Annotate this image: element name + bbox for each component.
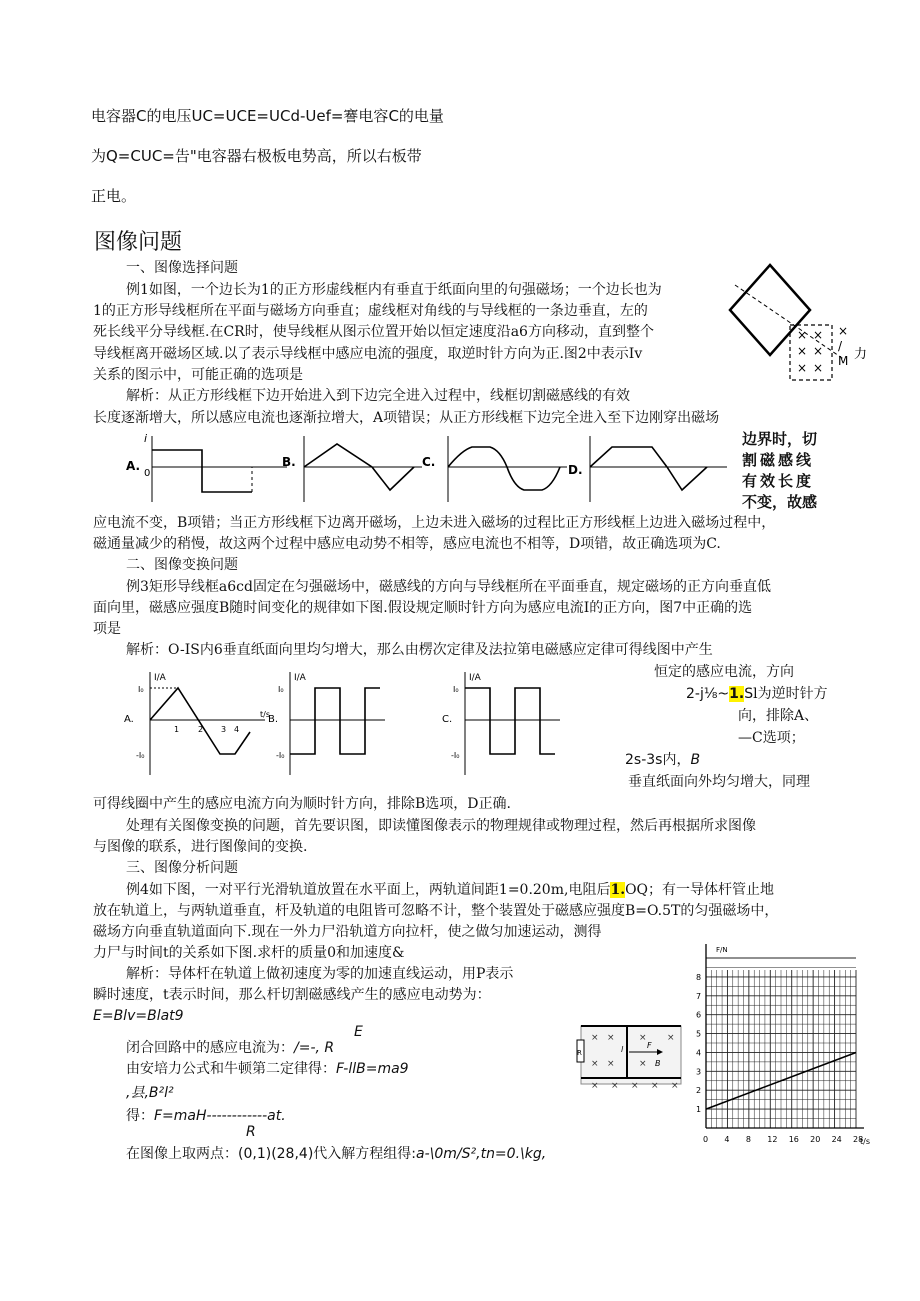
wave-label-d: D. <box>568 463 583 477</box>
sec3-title: 三、图像分析问题 <box>126 860 238 876</box>
sec3-eq3: 由安培力公式和牛顿第二定律得：F-llB=ma9 <box>126 1061 409 1077</box>
svg-text:I/A: I/A <box>469 673 481 683</box>
sec1-p2: 1的正方形导线框所在平面与磁场方向垂直；虚线框对角线的与导线框的一条边垂直，左的 <box>93 303 648 319</box>
sec2-s1: 处理有关图像变换的问题，首先要识图，即读懂图像表示的物理规律或物理过程，然后再根据所求图像 <box>126 818 756 834</box>
y-tick-label: 4 <box>696 1048 702 1058</box>
fig7-label-c: C. <box>442 714 453 725</box>
svg-text:×: × <box>607 1033 615 1043</box>
sec3-eq5: 得：F=maH------------at. <box>126 1108 286 1124</box>
sec1-boxed-1: 边界时，切 <box>742 430 818 448</box>
y-tick-label: 8 <box>696 972 702 982</box>
sec2-r5: 2s-3s内，B <box>625 752 701 768</box>
fig7-axis-a: I/A <box>154 673 166 683</box>
sec1-title: 一、图像选择问题 <box>126 260 238 276</box>
svg-text:l: l <box>621 1045 624 1054</box>
svg-text:×: × <box>797 328 808 342</box>
wave-label-a: A. <box>126 459 141 473</box>
waveform-a <box>126 432 287 502</box>
sec2-r4: —C选项； <box>738 730 805 746</box>
sec2-r6: 垂直纸面向外均匀增大，同理 <box>628 774 810 790</box>
svg-text:F: F <box>647 1041 652 1050</box>
svg-text:×: × <box>797 344 808 358</box>
y-tick-label: 3 <box>696 1067 702 1077</box>
svg-text:×: × <box>607 1059 615 1069</box>
svg-text:B: B <box>655 1059 661 1068</box>
sec2-title: 二、图像变换问题 <box>126 557 238 573</box>
sec3-eq6: 在图像上取两点：(0,1)(28,4)代入解方程组得:a-\0m/S²,tn=0.\kg, <box>126 1146 547 1162</box>
y-tick-label: 2 <box>696 1086 702 1096</box>
x-tick-label: 16 <box>788 1135 799 1144</box>
svg-text:×: × <box>611 1081 619 1091</box>
sec1-p5: 关系的图示中，可能正确的选项是 <box>93 367 303 383</box>
sec1-p1: 例1如图，一个边长为1的正方形虚线框内有垂直于纸面向里的句强磁场；一个边长也为 <box>126 282 662 298</box>
wave-label-c: C. <box>422 455 436 469</box>
svg-text:-I₀: -I₀ <box>276 751 285 760</box>
svg-text:×: × <box>813 361 824 375</box>
sec3-p3: 磁场方向垂直轨道面向下.现在一外力尸沿轨道方向拉杆，使之做匀加速运动，测得 <box>93 924 602 940</box>
x-tick-label: 0 <box>703 1135 709 1144</box>
sec3-eq-E: E <box>354 1024 363 1040</box>
fig7-label-b: B. <box>268 714 279 725</box>
svg-text:×: × <box>639 1033 647 1043</box>
svg-text:×: × <box>671 1081 679 1091</box>
svg-text:×: × <box>813 328 824 342</box>
fig7-graph-b <box>268 672 385 775</box>
sec2-r1: 恒定的感应电流，方向 <box>654 664 794 680</box>
y-tick-label: 1 <box>696 1105 702 1115</box>
svg-text:I/A: I/A <box>294 673 306 683</box>
svg-text:t/s: t/s <box>260 710 270 719</box>
fig7-graph-a <box>124 672 270 775</box>
sec2-a2: 可得线圈中产生的感应电流方向为顺时针方向，排除B选项，D正确. <box>93 796 511 812</box>
intro-line-3: 正电。 <box>91 187 137 205</box>
sec3-p4: 力尸与时间t的关系如下图.求杆的质量0和加速度& <box>93 945 405 961</box>
sec1-a1: 解析：从正方形线框下边开始进入到下边完全进入过程中，线框切割磁感线的有效 <box>126 388 630 404</box>
svg-text:×: × <box>591 1081 599 1091</box>
fig7-label-a: A. <box>124 714 134 725</box>
svg-text:I₀: I₀ <box>453 685 459 694</box>
sec3-eq-R: R <box>246 1124 256 1140</box>
fig7-graphs <box>120 670 640 780</box>
fig1-side-cross: × <box>838 324 849 338</box>
sec3-eq4: ,县,B²l² <box>126 1085 174 1101</box>
svg-text:I₀: I₀ <box>138 685 144 694</box>
x-tick-label: 20 <box>810 1135 821 1144</box>
svg-text:R: R <box>577 1049 582 1057</box>
sec1-a3: 应电流不变，B项错；当正方形线框下边离开磁场，上边未进入磁场的过程比正方形线框上边进入磁场过程中， <box>93 515 776 531</box>
sec2-r2: 2-j⅛~1.Sl为逆时针方 <box>686 686 828 702</box>
section-heading: 图像问题 <box>94 230 183 255</box>
svg-text:-I₀: -I₀ <box>451 751 460 760</box>
sec1-boxed-3: 有效长度 <box>742 472 815 490</box>
sec2-s2: 与图像的联系，进行图像间的变换. <box>93 839 308 855</box>
svg-text:×: × <box>591 1059 599 1069</box>
svg-text:×: × <box>813 344 824 358</box>
y-tick-label: 6 <box>696 1010 702 1020</box>
sec1-p4: 导线框离开磁场区域.以了表示导线框中感应电流的强度，取逆时针方向为正.图2中表示Iv <box>93 346 643 362</box>
sec2-p2: 面向里，磁感应强度B随时间变化的规律如下图.假设规定顺时针方向为感应电流I的正方向，图7中正确的选 <box>93 600 753 616</box>
svg-text:/: / <box>838 339 843 353</box>
x-tick-label: 4 <box>724 1135 730 1144</box>
sec3-a2: 瞬时速度，t表示时间，那么杆切割磁感线产生的感应电动势为： <box>93 987 491 1003</box>
wave-zero-a: 0 <box>144 468 151 479</box>
svg-text:×: × <box>631 1081 639 1091</box>
svg-text:-I₀: -I₀ <box>136 751 145 760</box>
force-time-chart <box>692 946 872 1165</box>
sec3-a1: 解析：导体杆在轨道上做初速度为零的加速直线运动，用P表示 <box>126 966 514 982</box>
svg-text:×: × <box>591 1033 599 1043</box>
wave-label-b: B. <box>282 455 296 469</box>
waveform-b <box>282 436 422 502</box>
svg-text:3: 3 <box>221 725 227 734</box>
intro-line-2: 为Q=CUC=告"电容器右极板电势高，所以右板带 <box>91 147 422 165</box>
sec1-boxed-2: 割磁感线 <box>742 451 815 469</box>
svg-text:×: × <box>667 1033 675 1043</box>
sec1-a4: 磁通量减少的稍慢，故这两个过程中感应电动势不相等，感应电流也不相等，D项错，故正确选项为C. <box>93 536 721 552</box>
x-tick-label: 12 <box>767 1135 778 1144</box>
sec2-p3: 项是 <box>93 621 121 637</box>
sec3-eq1: E=Blv=Blat9 <box>93 1008 184 1024</box>
svg-text:M: M <box>838 354 849 368</box>
wave-axis-i-a: i <box>144 432 148 445</box>
waveform-c <box>422 436 567 502</box>
svg-text:×: × <box>639 1059 647 1069</box>
y-axis-label: F/N <box>716 946 728 954</box>
sec3-p1: 例4如下图，一对平行光滑轨道放置在水平面上，两轨道间距1=0.20m,电阻后1.OQ；有一导体杆管止地 <box>126 882 775 898</box>
sec2-r3: 向，排除A、 <box>738 708 819 724</box>
y-tick-label: 5 <box>696 1029 702 1039</box>
svg-text:4: 4 <box>234 725 240 734</box>
intro-line-1: 电容器C的电压UC=UCE=UCd-Uef=謇电容C的电量 <box>91 107 444 125</box>
sec1-a2: 长度逐渐增大，所以感应电流也逐渐拉增大，A项错误；从正方形线框下边完全进入至下边刚穿出磁场 <box>93 410 720 426</box>
x-tick-label: 24 <box>831 1135 842 1144</box>
rail-diagram <box>577 1022 687 1090</box>
fig2-waveforms <box>122 432 762 512</box>
fig1-side-force: 力 <box>854 347 868 362</box>
waveform-d <box>568 436 727 502</box>
y-tick-label: 7 <box>696 991 702 1001</box>
fig7-graph-c <box>442 672 560 775</box>
x-tick-label: 28 <box>853 1135 864 1144</box>
sec1-boxed-4: 不变，故感 <box>742 493 818 511</box>
fig1-square-diagram <box>725 255 868 385</box>
x-axis-label: t/s <box>860 1137 870 1146</box>
svg-text:1: 1 <box>174 725 180 734</box>
svg-text:2: 2 <box>198 725 204 734</box>
sec2-p1: 例3矩形导线框a6cd固定在匀强磁场中，磁感线的方向与导线框所在平面垂直，规定磁场的正方向垂直低 <box>126 579 771 595</box>
sec3-p2: 放在轨道上，与两轨道垂直，杆及轨道的电阻皆可忽略不计，整个装置处于磁感应强度B=O.5T的匀强磁场中， <box>93 903 779 919</box>
sec1-p3: 死长线平分导线框.在CR时，使导线框从图示位置开始以恒定速度沿a6方向移动，直到整个 <box>93 324 654 340</box>
sec2-a1: 解析：O-IS内6垂直纸面向里均匀增大，那么由楞次定律及法拉第电磁感应定律可得线图中产生 <box>126 642 713 658</box>
x-tick-label: 8 <box>745 1135 751 1144</box>
sec3-eq2: 闭合回路中的感应电流为：/=-, R <box>126 1040 335 1056</box>
svg-text:×: × <box>797 361 808 375</box>
svg-text:I₀: I₀ <box>278 685 284 694</box>
svg-text:×: × <box>651 1081 659 1091</box>
